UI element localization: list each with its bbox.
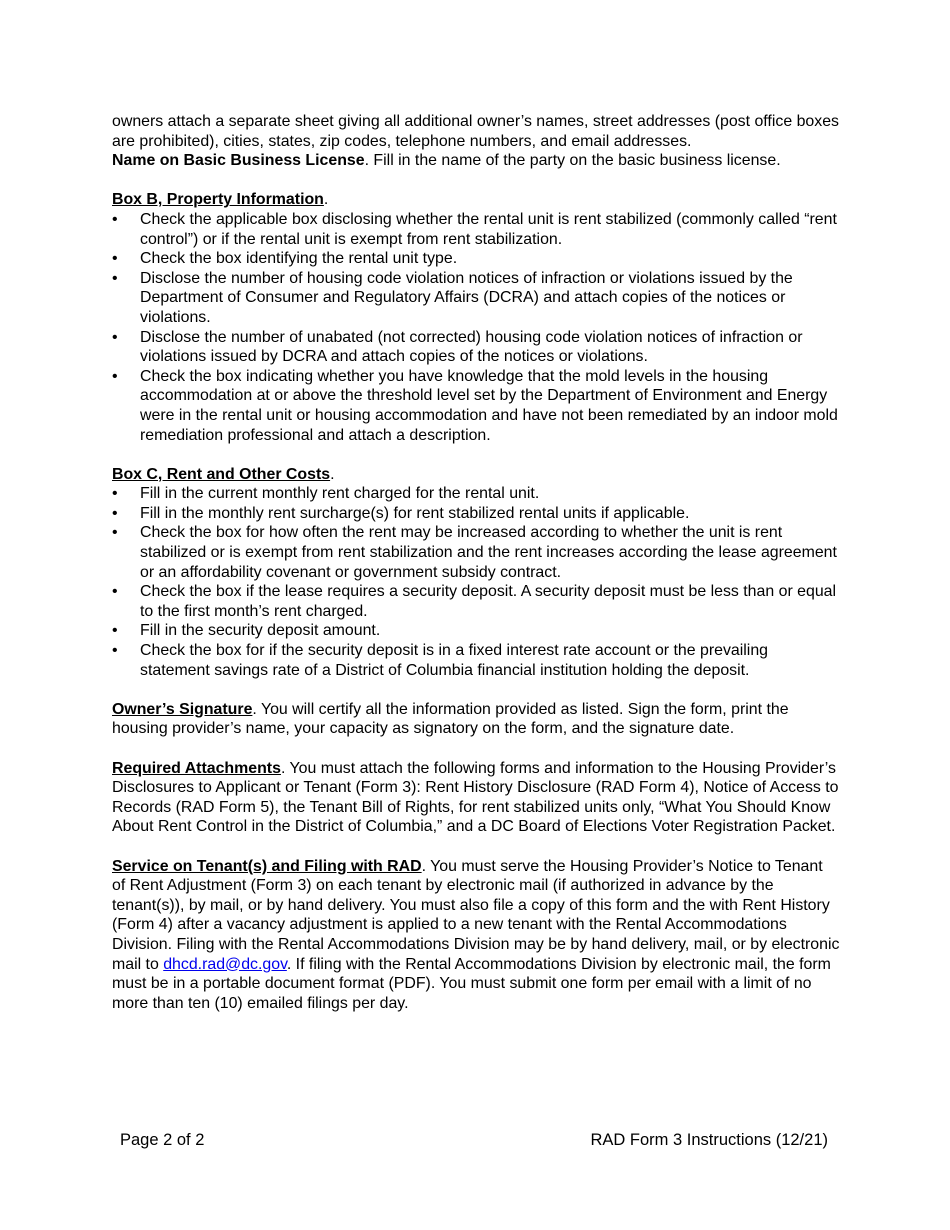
box-b-section: Box B, Property Information. • Check the applicable box disclosing whether the rental unit is rent stabilized (commonly called “rent control”) or if the rental unit is exempt from rent stabilization. • Check the box identifying the rental unit type. • Disclose the number of housing code violation notices of infraction or violations issued by the Department of Consumer and Regulatory Affairs (DCRA) and attach copies of the notices or violations. • Disclose the number of unabated (not corrected) housing code violation notices of infraction or violations issued by DCRA and attach copies of the notices or violations. • Check the box indicating whether you have knowledge that the mold levels in the housing accommodation at or above the threshold level set by the Department of Environment and Energy were in the rental unit or housing accommodation and have not been remediated by an indoor mold remediation professional and attach a description. <box>112 190 840 445</box>
email-link[interactable]: dhcd.rad@dc.gov <box>163 955 287 973</box>
bullet-icon: • <box>112 642 118 660</box>
bullet-icon: • <box>112 524 118 542</box>
bullet-icon: • <box>112 328 118 346</box>
attachments-heading: Required Attachments <box>112 759 281 777</box>
box-c-section: Box C, Rent and Other Costs. • Fill in the current monthly rent charged for the rental unit. • Fill in the monthly rent surcharge(s) for rent stabilized rental units if applicable. • Check the box for how often the rent may be increased according to whether the unit is rent stabilized or is exempt from rent stabilization and the rent increases according the lease agreement or an affordability covenant or government subsidy contract. • Check the box if the lease requires a security deposit. A security deposit must be less than or equal to the first month’s rent charged. • Fill in the security deposit amount. • Check the box for if the security deposit is in a fixed interest rate account or the prevailing statement savings rate of a District of Columbia financial institution holding the deposit. <box>112 465 840 681</box>
license-text: . Fill in the name of the party on the basic business license. <box>364 152 781 170</box>
intro-paragraph <box>112 112 840 171</box>
document-body <box>112 112 840 1013</box>
bullet-icon: • <box>112 269 118 287</box>
service-paragraph <box>112 857 840 1014</box>
page-number: Page 2 of 2 <box>120 1131 205 1149</box>
license-label: Name on Basic Business License <box>112 152 365 170</box>
list-item: • Check the box for if the security deposit is in a fixed interest rate account or the prevailing statement savings rate of a District of Columbia financial institution holding the deposit. <box>112 642 769 679</box>
signature-heading: Owner’s Signature <box>112 700 253 718</box>
bullet-icon: • <box>112 504 118 522</box>
form-title: RAD Form 3 Instructions (12/21) <box>590 1131 828 1149</box>
bullet-icon: • <box>112 210 118 228</box>
list-item: • Fill in the current monthly rent charged for the rental unit. <box>112 485 540 503</box>
list-item: • Check the box if the lease requires a security deposit. A security deposit must be less than or equal to the first month’s rent charged. <box>112 583 837 620</box>
bullet-icon: • <box>112 583 118 601</box>
bullet-icon: • <box>112 250 118 268</box>
bullet-icon: • <box>112 367 118 385</box>
service-heading: Service on Tenant(s) and Filing with RAD <box>112 857 422 875</box>
signature-paragraph <box>112 700 840 739</box>
box-c-heading: Box C, Rent and Other Costs <box>112 465 331 483</box>
intro-text: owners attach a separate sheet giving all additional owner’s names, street addresses (post office boxes are prohibited), cities, states, zip codes, telephone numbers, and email addresses. <box>112 113 839 150</box>
list-item: • Check the box indicating whether you have knowledge that the mold levels in the housing accommodation at or above the threshold level set by the Department of Environment and Energy were in the rental unit or housing accommodation and have not been remediated by an indoor mold remediation professional and attach a description. <box>112 367 838 444</box>
bullet-icon: • <box>112 485 118 503</box>
service-text-before: . You must serve the Housing Provider’s Notice to Tenant of Rent Adjustment (Form 3) on each tenant by electronic mail (if authorized in advance by the tenant(s)), by mail, or by hand delivery. You must also file a copy of this form and the with Rent History (Form 4) after a vacancy adjustment is applied to a new tenant with the Rental Accommodations Division. Filing with the Rental Accommodations Division may be by hand delivery, mail, or by electronic mail to <box>112 857 840 973</box>
list-item: • Fill in the security deposit amount. <box>112 622 381 640</box>
list-item: • Disclose the number of housing code violation notices of infraction or violations issued by the Department of Consumer and Regulatory Affairs (DCRA) and attach copies of the notices or violations. <box>112 269 793 326</box>
box-b-list <box>112 210 840 445</box>
list-item: • Fill in the monthly rent surcharge(s) for rent stabilized rental units if applicable. <box>112 504 690 522</box>
attachments-paragraph <box>112 759 840 837</box>
box-c-list <box>112 484 840 680</box>
list-item: • Check the applicable box disclosing whether the rental unit is rent stabilized (commonly called “rent control”) or if the rental unit is exempt from rent stabilization. <box>112 210 837 248</box>
bullet-icon: • <box>112 622 118 640</box>
signature-text: . You will certify all the information provided as listed. Sign the form, print the housing provider’s name, your capacity as signatory on the form, and the signature date. <box>112 700 789 738</box>
list-item: • Disclose the number of unabated (not corrected) housing code violation notices of infraction or violations issued by DCRA and attach copies of the notices or violations. <box>112 328 803 366</box>
box-b-heading: Box B, Property Information <box>112 191 324 209</box>
attachments-text: . You must attach the following forms and information to the Housing Provider’s Disclosures to Applicant or Tenant (Form 3): Rent History Disclosure (RAD Form 4), Notice of Access to Records (RAD Form 5), the Tenant Bill of Rights, for rent stabilized units only, “What You Should Know About Rent Control in the District of Columbia,” and a DC Board of Elections Voter Registration Packet. <box>112 759 839 836</box>
service-text-after: . If filing with the Rental Accommodations Division by electronic mail, the form must be in a portable document format (PDF). You must submit one form per email with a limit of no more than ten (10) emailed filings per day. <box>112 955 831 1012</box>
list-item: • Check the box for how often the rent may be increased according to whether the unit is rent stabilized or is exempt from rent stabilization and the rent increases according the lease agreement or an affordability covenant or government subsidy contract. <box>112 524 837 581</box>
list-item: • Check the box identifying the rental unit type. <box>112 250 458 268</box>
